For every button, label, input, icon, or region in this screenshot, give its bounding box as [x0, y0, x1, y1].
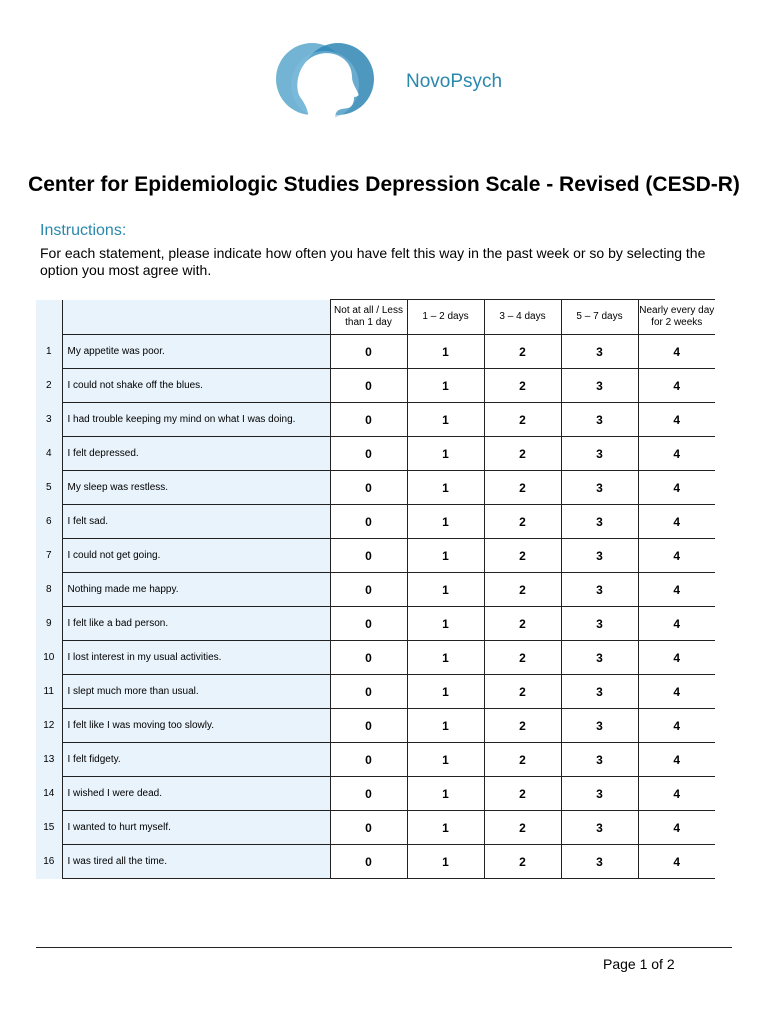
score-option[interactable]: 3 [561, 505, 638, 539]
score-option[interactable]: 1 [407, 811, 484, 845]
item-number: 14 [36, 777, 62, 811]
score-option[interactable]: 4 [638, 675, 715, 709]
score-option[interactable]: 3 [561, 369, 638, 403]
table-row [36, 505, 715, 539]
score-option[interactable]: 4 [638, 607, 715, 641]
score-option[interactable]: 3 [561, 845, 638, 879]
item-number: 4 [36, 437, 62, 471]
score-option[interactable]: 0 [330, 811, 407, 845]
score-option[interactable]: 0 [330, 403, 407, 437]
score-option[interactable]: 0 [330, 607, 407, 641]
score-option[interactable]: 3 [561, 709, 638, 743]
score-option[interactable]: 1 [407, 845, 484, 879]
table-row [36, 403, 715, 437]
score-option[interactable]: 4 [638, 335, 715, 369]
score-option[interactable]: 1 [407, 403, 484, 437]
item-statement: My appetite was poor. [62, 335, 330, 369]
score-option[interactable]: 4 [638, 573, 715, 607]
score-option[interactable]: 2 [484, 709, 561, 743]
score-option[interactable]: 2 [484, 607, 561, 641]
score-option[interactable]: 1 [407, 539, 484, 573]
table-row [36, 641, 715, 675]
score-option[interactable]: 1 [407, 709, 484, 743]
score-option[interactable]: 2 [484, 743, 561, 777]
table-row [36, 437, 715, 471]
item-number: 16 [36, 845, 62, 879]
score-option[interactable]: 2 [484, 675, 561, 709]
score-option[interactable]: 1 [407, 335, 484, 369]
score-option[interactable]: 1 [407, 675, 484, 709]
score-option[interactable]: 4 [638, 539, 715, 573]
table-row [36, 777, 715, 811]
item-number: 12 [36, 709, 62, 743]
item-statement: Nothing made me happy. [62, 573, 330, 607]
table-row [36, 573, 715, 607]
score-option[interactable]: 2 [484, 403, 561, 437]
score-option[interactable]: 3 [561, 607, 638, 641]
table-row [36, 539, 715, 573]
score-option[interactable]: 0 [330, 743, 407, 777]
item-statement: I wanted to hurt myself. [62, 811, 330, 845]
instructions-heading: Instructions: [40, 222, 127, 239]
score-option[interactable]: 0 [330, 573, 407, 607]
score-option[interactable]: 0 [330, 437, 407, 471]
item-number: 7 [36, 539, 62, 573]
score-option[interactable]: 0 [330, 539, 407, 573]
score-option[interactable]: 1 [407, 437, 484, 471]
column-header: 5 – 7 days [561, 300, 638, 335]
table-row [36, 607, 715, 641]
table-row [36, 811, 715, 845]
score-option[interactable]: 1 [407, 471, 484, 505]
score-option[interactable]: 3 [561, 675, 638, 709]
item-number: 13 [36, 743, 62, 777]
score-option[interactable]: 3 [561, 335, 638, 369]
item-number: 11 [36, 675, 62, 709]
table-row [36, 471, 715, 505]
score-option[interactable]: 1 [407, 743, 484, 777]
score-option[interactable]: 4 [638, 777, 715, 811]
item-statement: I could not shake off the blues. [62, 369, 330, 403]
score-option[interactable]: 4 [638, 709, 715, 743]
item-statement: I felt depressed. [62, 437, 330, 471]
score-option[interactable]: 2 [484, 335, 561, 369]
cesd-r-scale-table [36, 299, 715, 879]
score-option[interactable]: 3 [561, 403, 638, 437]
score-option[interactable]: 4 [638, 641, 715, 675]
score-option[interactable]: 0 [330, 471, 407, 505]
item-statement: I was tired all the time. [62, 845, 330, 879]
score-option[interactable]: 4 [638, 505, 715, 539]
score-option[interactable]: 3 [561, 641, 638, 675]
item-number: 3 [36, 403, 62, 437]
table-row [36, 675, 715, 709]
score-option[interactable]: 0 [330, 505, 407, 539]
score-option[interactable]: 3 [561, 471, 638, 505]
footer-divider [36, 947, 732, 948]
score-option[interactable]: 1 [407, 505, 484, 539]
score-option[interactable]: 3 [561, 811, 638, 845]
score-option[interactable]: 1 [407, 607, 484, 641]
item-number: 2 [36, 369, 62, 403]
item-number: 9 [36, 607, 62, 641]
score-option[interactable]: 4 [638, 743, 715, 777]
score-option[interactable]: 4 [638, 437, 715, 471]
item-statement: I felt fidgety. [62, 743, 330, 777]
header-statement-cell [62, 300, 330, 335]
score-option[interactable]: 1 [407, 777, 484, 811]
score-option[interactable]: 2 [484, 845, 561, 879]
page-number: Page 1 of 2 [603, 956, 675, 972]
score-option[interactable]: 0 [330, 777, 407, 811]
table-row [36, 709, 715, 743]
item-statement: I felt like a bad person. [62, 607, 330, 641]
page-title: Center for Epidemiologic Studies Depression Scale - Revised (CESD-R) [28, 173, 740, 196]
score-option[interactable]: 2 [484, 777, 561, 811]
item-statement: I felt sad. [62, 505, 330, 539]
table-header-row [36, 300, 715, 335]
table-row [36, 845, 715, 879]
score-option[interactable]: 3 [561, 573, 638, 607]
score-option[interactable]: 0 [330, 335, 407, 369]
table-row [36, 743, 715, 777]
score-option[interactable]: 2 [484, 811, 561, 845]
score-option[interactable]: 0 [330, 369, 407, 403]
item-statement: I wished I were dead. [62, 777, 330, 811]
score-option[interactable]: 3 [561, 777, 638, 811]
item-statement: I had trouble keeping my mind on what I was doing. [62, 403, 330, 437]
instructions-text: For each statement, please indicate how often you have felt this way in the past week or so by selecting the option you most agree with. [40, 245, 706, 278]
item-statement: I slept much more than usual. [62, 675, 330, 709]
novopsych-logo-icon [272, 33, 382, 129]
score-option[interactable]: 0 [330, 709, 407, 743]
item-statement: I felt like I was moving too slowly. [62, 709, 330, 743]
score-option[interactable]: 0 [330, 641, 407, 675]
score-option[interactable]: 2 [484, 471, 561, 505]
score-option[interactable]: 3 [561, 743, 638, 777]
score-option[interactable]: 0 [330, 845, 407, 879]
score-option[interactable]: 2 [484, 573, 561, 607]
score-option[interactable]: 4 [638, 845, 715, 879]
table-row [36, 335, 715, 369]
item-number: 1 [36, 335, 62, 369]
item-number: 5 [36, 471, 62, 505]
table-row [36, 369, 715, 403]
score-option[interactable]: 1 [407, 573, 484, 607]
score-option[interactable]: 2 [484, 369, 561, 403]
score-option[interactable]: 1 [407, 641, 484, 675]
column-header: 3 – 4 days [484, 300, 561, 335]
score-option[interactable]: 4 [638, 471, 715, 505]
item-number: 10 [36, 641, 62, 675]
header-number-cell [36, 300, 62, 335]
score-option[interactable]: 2 [484, 505, 561, 539]
score-option[interactable]: 4 [638, 811, 715, 845]
score-option[interactable]: 2 [484, 437, 561, 471]
score-option[interactable]: 4 [638, 369, 715, 403]
item-statement: I could not get going. [62, 539, 330, 573]
score-option[interactable]: 3 [561, 539, 638, 573]
item-number: 8 [36, 573, 62, 607]
item-number: 6 [36, 505, 62, 539]
score-option[interactable]: 2 [484, 641, 561, 675]
column-header: Nearly every day for 2 weeks [638, 300, 715, 335]
score-option[interactable]: 3 [561, 437, 638, 471]
column-header: Not at all / Less than 1 day [330, 300, 407, 335]
item-statement: I lost interest in my usual activities. [62, 641, 330, 675]
score-option[interactable]: 2 [484, 539, 561, 573]
score-option[interactable]: 4 [638, 403, 715, 437]
score-option[interactable]: 1 [407, 369, 484, 403]
item-statement: My sleep was restless. [62, 471, 330, 505]
item-number: 15 [36, 811, 62, 845]
score-option[interactable]: 0 [330, 675, 407, 709]
column-header: 1 – 2 days [407, 300, 484, 335]
brand-name: NovoPsych [406, 71, 503, 92]
